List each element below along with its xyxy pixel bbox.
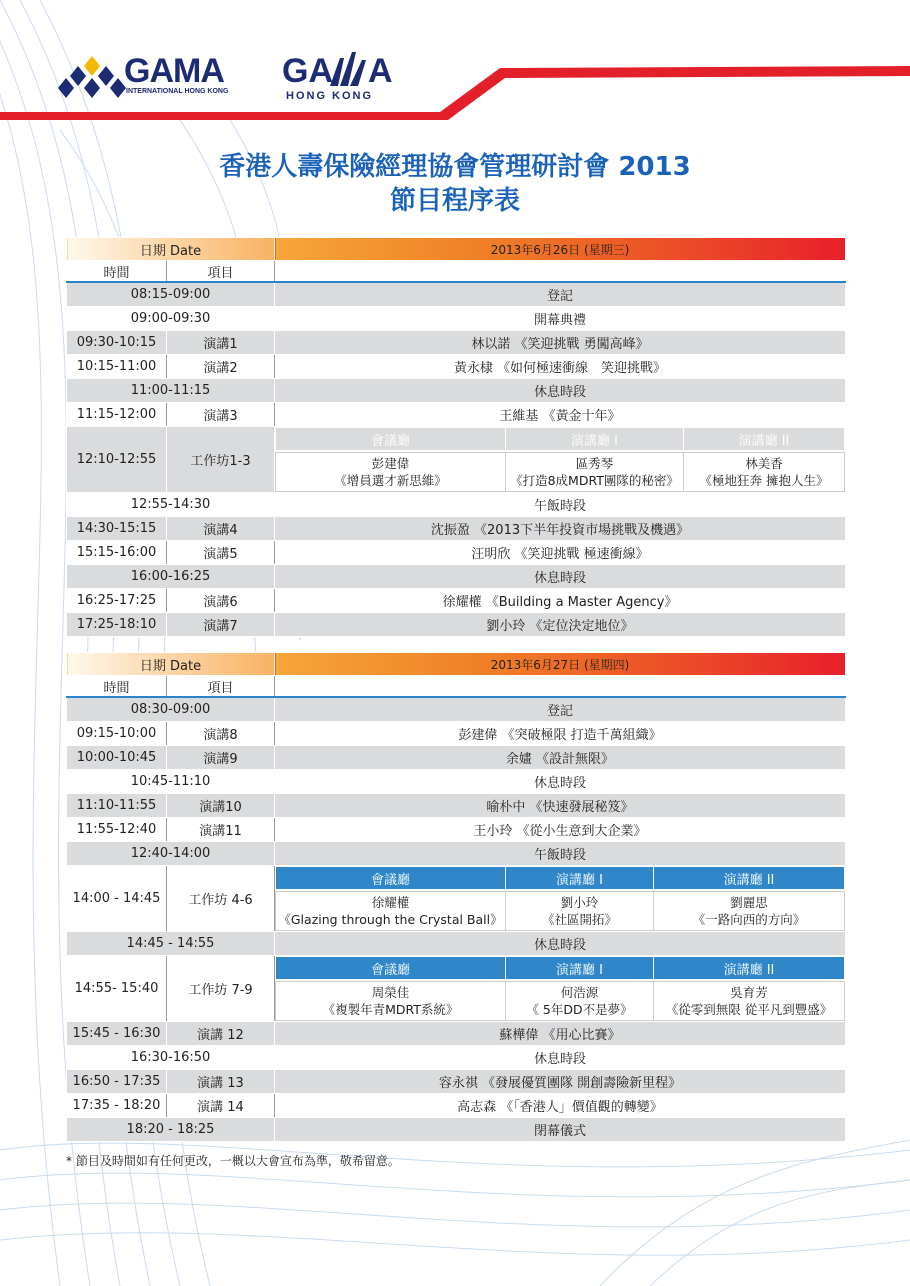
workshop-session [276, 982, 506, 1021]
content-cell: 休息時段 [275, 565, 846, 589]
speaker-name: 區秀琴 [575, 456, 614, 471]
item-cell: 演講 14 [167, 1094, 275, 1118]
hall-header: 演講廳 II [654, 957, 845, 980]
schedule-row [67, 589, 846, 613]
item-cell: 演講 13 [167, 1070, 275, 1094]
workshop-item: 工作坊 4-6 [167, 866, 275, 932]
schedule-row [67, 818, 846, 842]
schedule-row [67, 307, 846, 331]
item-cell: 演講5 [167, 541, 275, 565]
schedule-day-2 [66, 652, 846, 1142]
workshop-item: 工作坊 7-9 [167, 956, 275, 1022]
workshop-halls [275, 427, 846, 452]
time-cell: 16:50 - 17:35 [67, 1070, 167, 1094]
gama-hk-sub-text: HONG KONG [286, 90, 374, 102]
gama-intl-logo-text: GAMA [124, 52, 224, 90]
workshop-halls [275, 956, 846, 981]
content-cell: 徐耀權 《Building a Master Agency》 [275, 589, 846, 613]
item-cell: 演講2 [167, 355, 275, 379]
topic-title: 《增員選才新思維》 [334, 473, 447, 488]
gama-hk-logo-text-end: A [368, 52, 393, 90]
content-cell: 容永祺 《發展優質團隊 開創壽險新里程》 [275, 1070, 846, 1094]
speaker-name: 劉麗思 [730, 895, 768, 910]
item-cell: 演講6 [167, 589, 275, 613]
gama-intl-sub-text: INTERNATIONAL HONG KONG [126, 88, 229, 95]
gama-hk-flame-logo-icon [330, 52, 366, 86]
schedule-row [67, 541, 846, 565]
time-cell: 08:15-09:00 [67, 282, 275, 307]
hall-header: 會議廳 [276, 428, 506, 451]
content-cell: 閉幕儀式 [275, 1118, 846, 1142]
time-cell: 12:40-14:00 [67, 842, 275, 866]
time-cell: 16:00-16:25 [67, 565, 275, 589]
content-cell: 蘇樺偉 《用心比賽》 [275, 1022, 846, 1046]
schedule-row [67, 517, 846, 541]
workshop-item: 工作坊1-3 [167, 427, 275, 493]
speaker-name: 周榮佳 [371, 985, 410, 1000]
item-cell: 演講10 [167, 794, 275, 818]
item-cell: 演講4 [167, 517, 275, 541]
schedule-row [67, 403, 846, 427]
content-cell: 彭建偉 《突破極限 打造千萬組織》 [275, 722, 846, 746]
schedule-row [67, 613, 846, 637]
page-title [0, 150, 910, 218]
date-value: 2013年6月27日 (星期四) [275, 653, 846, 676]
time-column-header: 時間 [67, 676, 167, 698]
content-cell: 高志森 《「香港人」價值觀的轉變》 [275, 1094, 846, 1118]
schedule-row [67, 697, 846, 722]
time-cell: 14:30-15:15 [67, 517, 167, 541]
schedule-row [67, 1118, 846, 1142]
time-cell: 15:15-16:00 [67, 541, 167, 565]
content-cell: 登記 [275, 282, 846, 307]
schedule-row [67, 355, 846, 379]
content-cell: 午飯時段 [275, 493, 846, 517]
time-column-header: 時間 [67, 261, 167, 283]
item-column-header: 項目 [167, 676, 275, 698]
speaker-name: 林美香 [745, 456, 783, 471]
content-cell: 劉小玲 《定位決定地位》 [275, 613, 846, 637]
content-cell: 黃永棣 《如何極速衝線 笑迎挑戰》 [275, 355, 846, 379]
content-cell: 王小玲 《從小生意到大企業》 [275, 818, 846, 842]
schedule-row [67, 1022, 846, 1046]
workshop-time: 12:10-12:55 [67, 427, 167, 493]
topic-title: 《 5年DD不是夢》 [526, 1002, 633, 1017]
gama-diamond-logo-icon [58, 56, 126, 98]
schedule-row [67, 1070, 846, 1094]
content-cell: 沈振盈 《2013下半年投資市場挑戰及機遇》 [275, 517, 846, 541]
workshop-sessions [275, 891, 846, 932]
content-cell: 喻朴中 《快速發展秘笈》 [275, 794, 846, 818]
item-cell: 演講3 [167, 403, 275, 427]
schedule-row [67, 331, 846, 355]
topic-title: 《複製年青MDRT系統》 [322, 1002, 459, 1017]
schedule-row [67, 794, 846, 818]
schedule-row [67, 379, 846, 403]
time-cell: 16:25-17:25 [67, 589, 167, 613]
topic-title: 《從零到無限 從平凡到豐盛》 [665, 1002, 833, 1017]
footnote: * 節目及時間如有任何更改，一概以大會宣布為準，敬希留意。 [66, 1154, 400, 1168]
topic-title: 《社區開拓》 [541, 912, 617, 927]
workshop-session [654, 982, 845, 1021]
date-label: 日期 Date [67, 238, 275, 261]
hall-header: 演講廳 I [506, 428, 684, 451]
content-cell: 休息時段 [275, 770, 846, 794]
time-cell: 11:15-12:00 [67, 403, 167, 427]
speaker-name: 彭建偉 [371, 456, 410, 471]
workshop-session [276, 892, 506, 931]
time-cell: 16:30-16:50 [67, 1046, 275, 1070]
date-value: 2013年6月26日 (星期三) [275, 238, 846, 261]
speaker-name: 吳育芳 [730, 985, 768, 1000]
schedule-table [66, 237, 846, 637]
content-cell: 開幕典禮 [275, 307, 846, 331]
time-cell: 08:30-09:00 [67, 697, 275, 722]
time-cell: 11:00-11:15 [67, 379, 275, 403]
item-cell: 演講9 [167, 746, 275, 770]
schedule-row [67, 842, 846, 866]
hall-header: 演講廳 II [684, 428, 845, 451]
workshop-session [506, 982, 654, 1021]
topic-title: 《Glazing through the Crystal Ball》 [278, 912, 503, 927]
content-column-header [275, 676, 846, 698]
workshop-sessions [275, 452, 846, 493]
time-cell: 15:45 - 16:30 [67, 1022, 167, 1046]
content-cell: 休息時段 [275, 379, 846, 403]
workshop-time: 14:00 - 14:45 [67, 866, 167, 932]
time-cell: 10:00-10:45 [67, 746, 167, 770]
schedule-table [66, 652, 846, 1142]
workshop-session [506, 453, 684, 492]
item-cell: 演講 12 [167, 1022, 275, 1046]
content-cell: 休息時段 [275, 1046, 846, 1070]
speaker-name: 劉小玲 [560, 895, 599, 910]
workshop-session [276, 453, 506, 492]
item-cell: 演講1 [167, 331, 275, 355]
title-line-1: 香港人壽保險經理協會管理研討會 2013 [219, 152, 691, 182]
schedule-row [67, 746, 846, 770]
content-cell: 登記 [275, 697, 846, 722]
time-cell: 11:10-11:55 [67, 794, 167, 818]
speaker-name: 何浩源 [560, 985, 599, 1000]
speaker-name: 徐耀權 [371, 895, 410, 910]
time-cell: 09:30-10:15 [67, 331, 167, 355]
hall-header: 會議廳 [276, 867, 506, 890]
time-cell: 11:55-12:40 [67, 818, 167, 842]
time-cell: 09:00-09:30 [67, 307, 275, 331]
date-label: 日期 Date [67, 653, 275, 676]
time-cell: 12:55-14:30 [67, 493, 275, 517]
schedule-row [67, 282, 846, 307]
topic-title: 《一路向西的方向》 [692, 912, 806, 927]
time-cell: 17:35 - 18:20 [67, 1094, 167, 1118]
workshop-session [684, 453, 845, 492]
schedule-row [67, 722, 846, 746]
content-cell: 汪明欣 《笑迎挑戰 極速衝線》 [275, 541, 846, 565]
content-cell: 林以諾 《笑迎挑戰 勇闖高峰》 [275, 331, 846, 355]
hall-header: 會議廳 [276, 957, 506, 980]
schedule-row [67, 565, 846, 589]
content-cell: 余嫿 《設計無限》 [275, 746, 846, 770]
schedule-day-1 [66, 237, 846, 637]
time-cell: 10:45-11:10 [67, 770, 275, 794]
hall-header: 演講廳 I [506, 867, 654, 890]
hall-header: 演講廳 I [506, 957, 654, 980]
schedule-row [67, 770, 846, 794]
topic-title: 《極地狂奔 擁抱人生》 [699, 473, 829, 488]
gama-hk-logo-text: GA [282, 52, 333, 90]
content-cell: 午飯時段 [275, 842, 846, 866]
item-cell: 演講7 [167, 613, 275, 637]
break-time: 14:45 - 14:55 [67, 932, 275, 956]
content-cell: 王維基 《黃金十年》 [275, 403, 846, 427]
item-cell: 演講11 [167, 818, 275, 842]
workshop-session [654, 892, 845, 931]
schedule-row [67, 1094, 846, 1118]
title-line-2: 節目程序表 [389, 186, 520, 216]
workshop-sessions [275, 981, 846, 1022]
time-cell: 09:15-10:00 [67, 722, 167, 746]
hall-header: 演講廳 II [654, 867, 845, 890]
workshop-session [506, 892, 654, 931]
workshop-halls [275, 866, 846, 891]
time-cell: 17:25-18:10 [67, 613, 167, 637]
item-column-header: 項目 [167, 261, 275, 283]
break-content: 休息時段 [275, 932, 846, 956]
schedule-row [67, 493, 846, 517]
topic-title: 《打造8成MDRT團隊的秘密》 [510, 473, 679, 488]
item-cell: 演講8 [167, 722, 275, 746]
header [0, 0, 910, 130]
workshop-time: 14:55- 15:40 [67, 956, 167, 1022]
time-cell: 10:15-11:00 [67, 355, 167, 379]
content-column-header [275, 261, 846, 283]
schedule-row [67, 1046, 846, 1070]
time-cell: 18:20 - 18:25 [67, 1118, 275, 1142]
